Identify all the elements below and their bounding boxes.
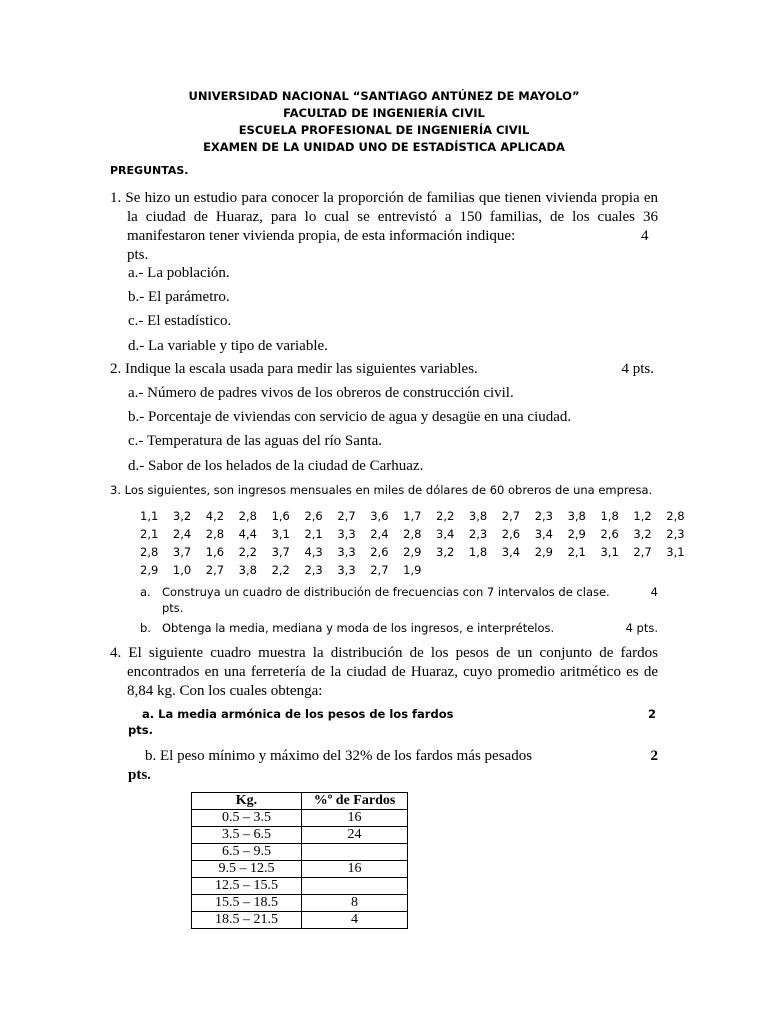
table-row [192,912,408,929]
table-header-row [192,793,408,810]
question-1-item: a.- La población. [128,265,230,281]
question-2-points: 4 pts. [621,361,654,377]
income-value: 2,9 [140,563,159,577]
income-value: 3,2 [172,509,192,523]
question-4-item-b-points-unit: pts. [128,767,151,783]
table-header-percent: %º de Fardos [302,793,408,810]
exam-title: EXAMEN DE LA UNIDAD UNO DE ESTADÍSTICA APLICADA [203,140,565,154]
table-cell-interval: 9.5 – 12.5 [192,861,302,878]
question-3-item-b-points: 4 pts. [625,621,658,635]
question-4-item-a-points-unit: pts. [128,723,153,737]
income-value: 2,1 [567,545,586,559]
income-value: 3,2 [633,527,652,541]
question-2-item: b.- Porcentaje de viviendas con servicio de agua y desagüe en una ciudad. [128,409,572,425]
income-value: 1,1 [140,509,159,523]
table-cell-percent [302,844,408,861]
question-1-item: d.- La variable y tipo de variable. [128,338,328,354]
income-value: 2,3 [534,509,553,523]
income-value: 3,4 [436,527,455,541]
income-value: 4,4 [238,527,257,541]
question-4-item-a-text: a. La media armónica de los pesos de los fardos [142,707,454,721]
income-value: 3,8 [567,509,586,523]
table-cell-percent [302,878,408,895]
income-value: 2,6 [501,527,521,541]
income-value: 3,3 [337,563,356,577]
income-value: 2,2 [238,545,257,559]
income-value: 2,7 [633,545,652,559]
income-value: 2,7 [337,509,356,523]
income-data-row [140,543,699,561]
school-name: ESCUELA PROFESIONAL DE INGENIERÍA CIVIL [238,123,530,137]
question-3-item-b-label: b. [140,621,151,635]
university-name: UNIVERSIDAD NACIONAL “SANTIAGO ANTÚNEZ DE MAYOLO” [188,89,580,103]
income-value: 3,8 [238,563,257,577]
income-value: 2,8 [403,527,422,541]
table-header-kg: Kg. [192,793,302,810]
question-4-number: 4. [110,645,122,661]
question-4-text: El siguiente cuadro muestra la distribución de los pesos de un conjunto de fardos encontrados en una ferretería de la ciudad de Huaraz, cuyo promedio aritmético es de 8,84 kg. Con los cuales obtenga: [127,645,658,699]
table-cell-interval: 15.5 – 18.5 [192,895,302,912]
table-row [192,895,408,912]
table-cell-percent: 4 [302,912,408,929]
question-2 [110,360,654,379]
income-value: 3,6 [370,509,389,523]
question-4-item-a-points-num: 2 [647,707,656,721]
question-4-item-b-text: b. El peso mínimo y máximo del 32% de los fardos más pesados [145,748,533,764]
table-row [192,827,408,844]
question-3-item-a-points-unit: pts. [162,601,184,615]
income-value: 1,7 [403,509,422,523]
question-2-text: 2. Indique la escala usada para medir las siguientes variables. [110,361,478,377]
table-cell-interval: 6.5 – 9.5 [192,844,302,861]
table-row [192,861,408,878]
question-3-item-a [140,584,658,616]
question-3-number: 3. [110,483,121,497]
income-value: 1,6 [271,509,290,523]
income-value: 2,6 [304,509,323,523]
table-row [192,844,408,861]
income-value: 3,4 [501,545,521,559]
income-value: 3,2 [436,545,455,559]
income-value: 2,3 [468,527,488,541]
exam-header [0,88,768,156]
income-value: 2,3 [666,527,685,541]
income-value: 3,7 [172,545,192,559]
income-value: 3,1 [666,545,685,559]
question-2-item: d.- Sabor de los helados de la ciudad de Carhuaz. [128,458,424,474]
question-3-item-a-points-num: 4 [650,585,658,599]
income-value: 2,4 [370,527,389,541]
income-data-grid [140,507,699,579]
income-value: 2,2 [436,509,455,523]
fardos-table [191,792,408,929]
question-1-text: 1. Se hizo un estudio para conocer la proporción de familias que tienen vivienda propia en la ciudad de Huaraz, para lo cual se entrevistó a 150 familias, de los cuales 36 manifestaron tener vivienda propia, de esta información indique: [110,190,658,244]
income-value: 1,0 [172,563,192,577]
income-value: 1,6 [205,545,225,559]
income-value: 2,3 [304,563,323,577]
income-value: 2,1 [304,527,323,541]
income-value: 2,6 [600,527,619,541]
question-3-text: Los siguientes, son ingresos mensuales en miles de dólares de 60 obreros de una empresa. [124,483,653,497]
income-data-row [140,507,699,525]
income-value: 2,8 [205,527,225,541]
table-cell-percent: 16 [302,810,408,827]
income-value: 2,6 [370,545,389,559]
question-3-item-b-text: Obtenga la media, mediana y moda de los ingresos, e interprételos. [162,621,555,635]
income-value: 2,9 [534,545,553,559]
question-4-item-b [128,747,658,785]
income-value: 3,3 [337,527,356,541]
table-cell-percent: 16 [302,861,408,878]
question-2-item: a.- Número de padres vivos de los obreros de construcción civil. [128,385,514,401]
income-value: 1,8 [600,509,619,523]
question-1-item: b.- El parámetro. [128,289,230,305]
question-3-item-a-text: Construya un cuadro de distribución de frecuencias con 7 intervalos de clase. [162,585,610,599]
income-value: 2,2 [271,563,290,577]
question-4 [110,644,658,701]
income-data-row [140,561,699,579]
question-1: 1. Se hizo un estudio para conocer la proporción de familias que tienen vivienda propia en la ciudad de Huaraz, para lo cual se entrevistó a 150 familias, de los cuales 36 manifestaron tener vivienda propia, de esta información indique: 4 pts. [110,190,658,263]
question-3-item-b [140,620,658,636]
income-value: 3,7 [271,545,290,559]
income-value: 2,9 [403,545,422,559]
income-value: 2,1 [140,527,159,541]
income-value: 1,8 [468,545,488,559]
income-value: 4,3 [304,545,323,559]
question-3 [110,482,652,498]
question-4-item-a [128,706,656,738]
question-1-points-unit: pts. [127,247,149,263]
income-value: 3,1 [600,545,619,559]
income-value: 1,2 [633,509,652,523]
income-data-row [140,525,699,543]
table-cell-interval: 3.5 – 6.5 [192,827,302,844]
table-cell-interval: 0.5 – 3.5 [192,810,302,827]
income-value: 2,7 [205,563,225,577]
table-row [192,878,408,895]
income-value: 2,9 [567,527,586,541]
income-value: 4,2 [205,509,225,523]
table-cell-interval: 12.5 – 15.5 [192,878,302,895]
income-value: 2,7 [370,563,389,577]
question-2-item: c.- Temperatura de las aguas del río Santa. [128,433,382,449]
question-3-item-a-label: a. [140,585,151,599]
income-value: 3,3 [337,545,356,559]
income-value: 3,1 [271,527,290,541]
income-value: 2,8 [666,509,685,523]
table-cell-interval: 18.5 – 21.5 [192,912,302,929]
income-value: 1,9 [403,563,422,577]
table-cell-percent: 24 [302,827,408,844]
faculty-name: FACULTAD DE INGENIERÍA CIVIL [283,106,485,120]
income-value: 3,8 [468,509,488,523]
preguntas-label: PREGUNTAS. [110,164,189,177]
table-row [192,810,408,827]
income-value: 2,7 [501,509,521,523]
question-1-item: c.- El estadístico. [128,313,232,329]
income-value: 2,4 [172,527,192,541]
income-value: 2,8 [140,545,159,559]
question-4-item-b-points-num: 2 [650,748,658,764]
income-value: 2,8 [238,509,257,523]
table-cell-percent: 8 [302,895,408,912]
income-value: 3,4 [534,527,553,541]
